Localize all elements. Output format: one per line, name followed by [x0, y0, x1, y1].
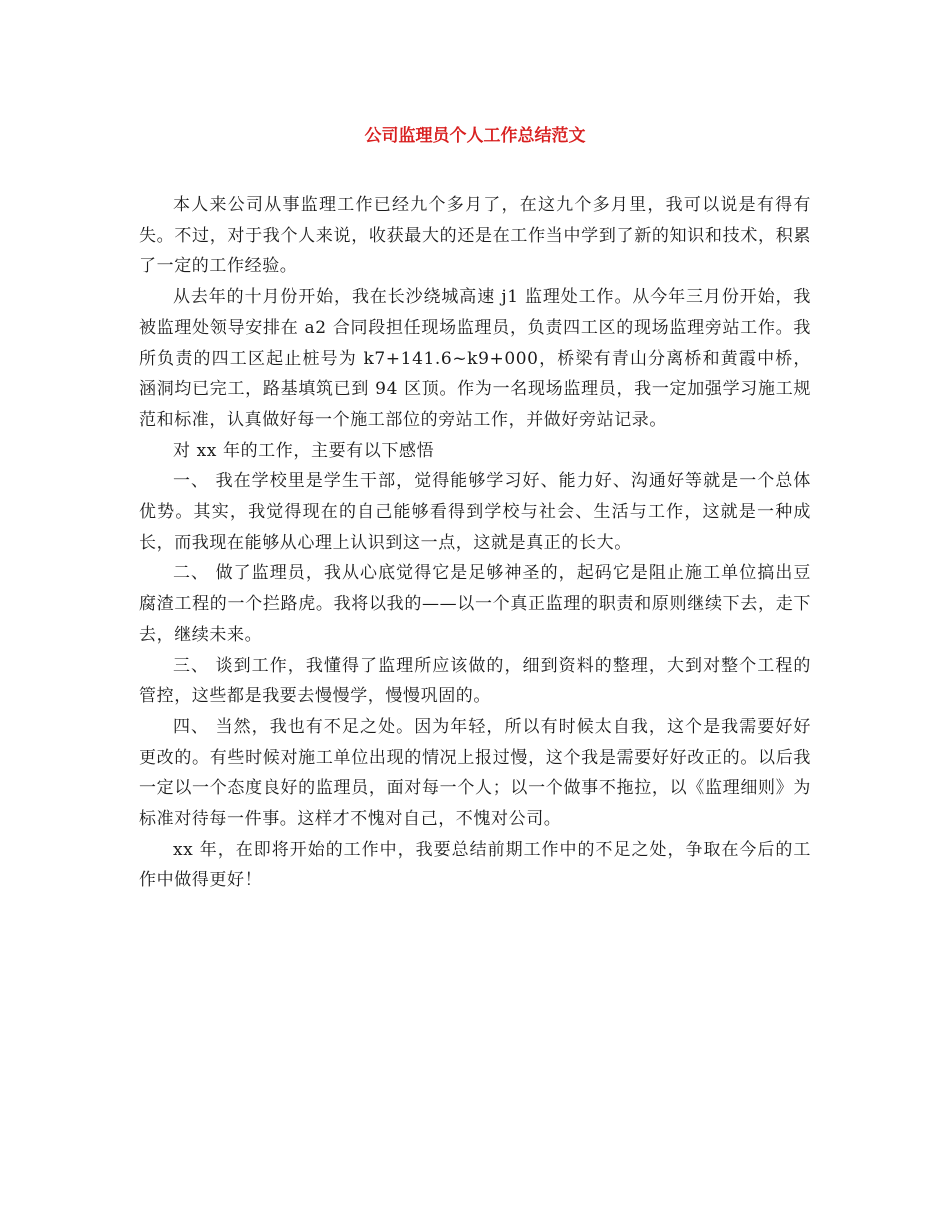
paragraph-point-three: 三、 谈到工作，我懂得了监理所应该做的，细到资料的整理，大到对整个工程的管控，这些都是我要去慢慢学，慢慢巩固的。	[139, 655, 811, 707]
paragraph-point-two: 二、 做了监理员，我从心底觉得它是足够神圣的，起码它是阻止施工单位搞出豆腐渣工程的一个拦路虎。我将以我的——以一个真正监理的职责和原则继续下去，走下去，继续未来。	[139, 563, 811, 645]
paragraph-point-four: 四、 当然，我也有不足之处。因为年轻，所以有时候太自我，这个是我需要好好更改的。有些时候对施工单位出现的情况上报过慢，这个我是需要好好改正的。以后我一定以一个态度良好的监理员，面对每一个人；以一个做事不拖拉，以《监理细则》为标准对待每一件事。这样才不愧对自己，不愧对公司。	[139, 716, 811, 830]
paragraph-conclusion: xx 年，在即将开始的工作中，我要总结前期工作中的不足之处，争取在今后的工作中做得更好！	[139, 839, 811, 891]
document-title: 公司监理员个人工作总结范文	[364, 126, 586, 146]
paragraph-point-one: 一、 我在学校里是学生干部，觉得能够学习好、能力好、沟通好等就是一个总体优势。其实，我觉得现在的自己能够看得到学校与社会、生活与工作，这就是一种成长，而我现在能够从心理上认识到这一点，这就是真正的长大。	[139, 471, 811, 553]
document-body	[139, 190, 811, 896]
paragraph-work-description: 从去年的十月份开始，我在长沙绕城高速 j1 监理处工作。从今年三月份开始，我被监理处领导安排在 a2 合同段担任现场监理员，负责四工区的现场监理旁站工作。我所负责的四工区起止桩号为 k7+141.6~k9+000，桥梁有青山分离桥和黄霞中桥，涵洞均已完工，路基填筑已到 94 区顶。作为一名现场监理员，我一定加强学习施工规范和标准，认真做好每一个施工部位的旁站工作，并做好旁站记录。	[139, 287, 811, 430]
paragraph-intro: 本人来公司从事监理工作已经九个多月了，在这九个多月里，我可以说是有得有失。不过，对于我个人来说，收获最大的还是在工作当中学到了新的知识和技术，积累了一定的工作经验。	[139, 195, 811, 277]
paragraph-reflection-heading: 对 xx 年的工作，主要有以下感悟	[173, 440, 435, 461]
